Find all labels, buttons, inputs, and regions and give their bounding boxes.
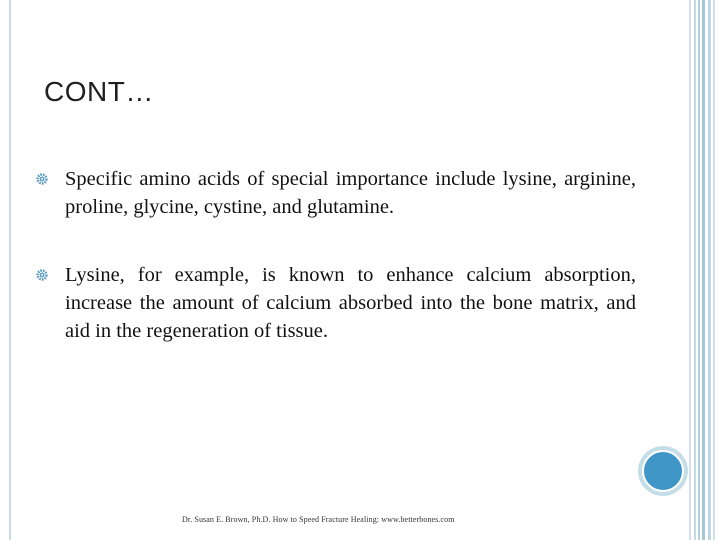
bullet-text: Lysine, for example, is known to enhance calcium absorption, increase the amount of calcium absorbed into the bone matrix, and aid in the regeneration of tissue.: [65, 264, 636, 342]
bullet-list: [36, 165, 636, 385]
bullet-item: [36, 261, 636, 345]
circle-decoration-inner: [642, 450, 684, 492]
decorative-stripes: [680, 0, 720, 540]
footer-citation: Dr. Susan E. Brown, Ph.D. How to Speed Fracture Healing: www.betterbones.com: [182, 515, 455, 524]
bullet-text: Specific amino acids of special importance include lysine, arginine, proline, glycine, cystine, and glutamine.: [65, 168, 636, 218]
gear-bullet-icon: [36, 173, 48, 185]
slide-title: CONT…: [44, 76, 154, 107]
circle-decoration: [638, 446, 688, 496]
bullet-item: [36, 165, 636, 221]
gear-bullet-icon: [36, 269, 48, 281]
